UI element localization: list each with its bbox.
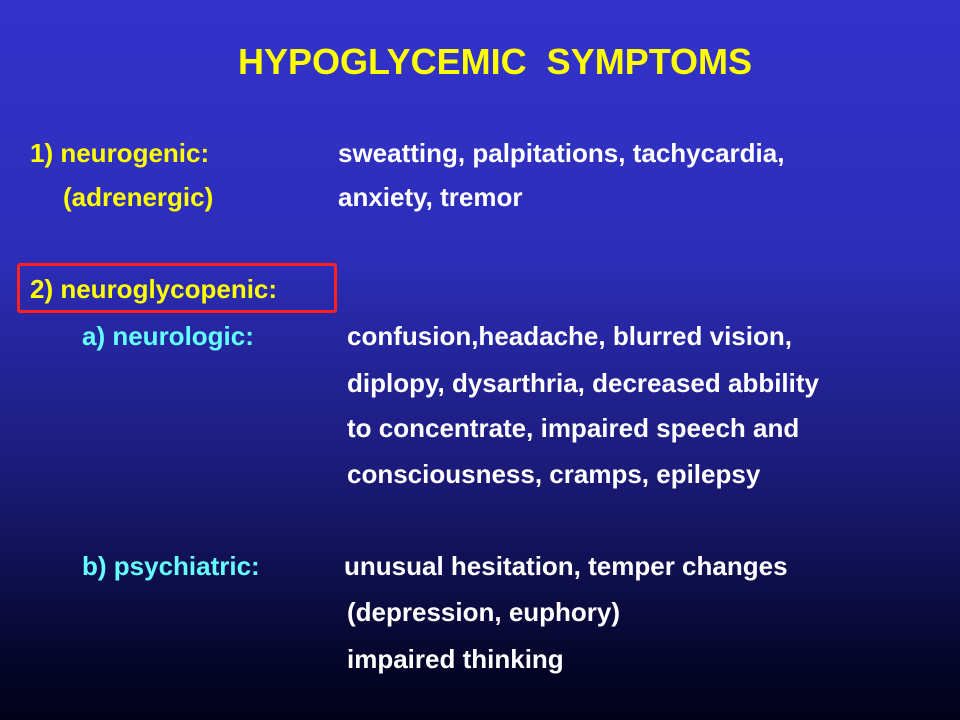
neurogenic-line-1: sweatting, palpitations, tachycardia, (338, 138, 785, 168)
neuroglycopenic-label: 2) neuroglycopenic: (30, 274, 278, 304)
neurologic-line-4: consciousness, cramps, epilepsy (347, 459, 761, 489)
neurogenic-line-2: anxiety, tremor (338, 182, 523, 212)
neurologic-line-3: to concentrate, impaired speech and (347, 413, 800, 443)
neurologic-label: a) neurologic: (82, 321, 254, 351)
psychiatric-label: b) psychiatric: (82, 551, 260, 581)
neurologic-line-2: diplopy, dysarthria, decreased abbility (347, 368, 819, 398)
neurogenic-label: 1) neurogenic: (30, 138, 210, 168)
slide-title: HYPOGLYCEMIC SYMPTOMS (237, 41, 753, 82)
psychiatric-line-1: unusual hesitation, temper changes (344, 551, 788, 581)
psychiatric-line-2: (depression, euphory) (347, 597, 621, 627)
psychiatric-line-3: impaired thinking (347, 644, 564, 674)
neurologic-line-1: confusion,headache, blurred vision, (347, 321, 792, 351)
neurogenic-sublabel: (adrenergic) (63, 182, 214, 212)
